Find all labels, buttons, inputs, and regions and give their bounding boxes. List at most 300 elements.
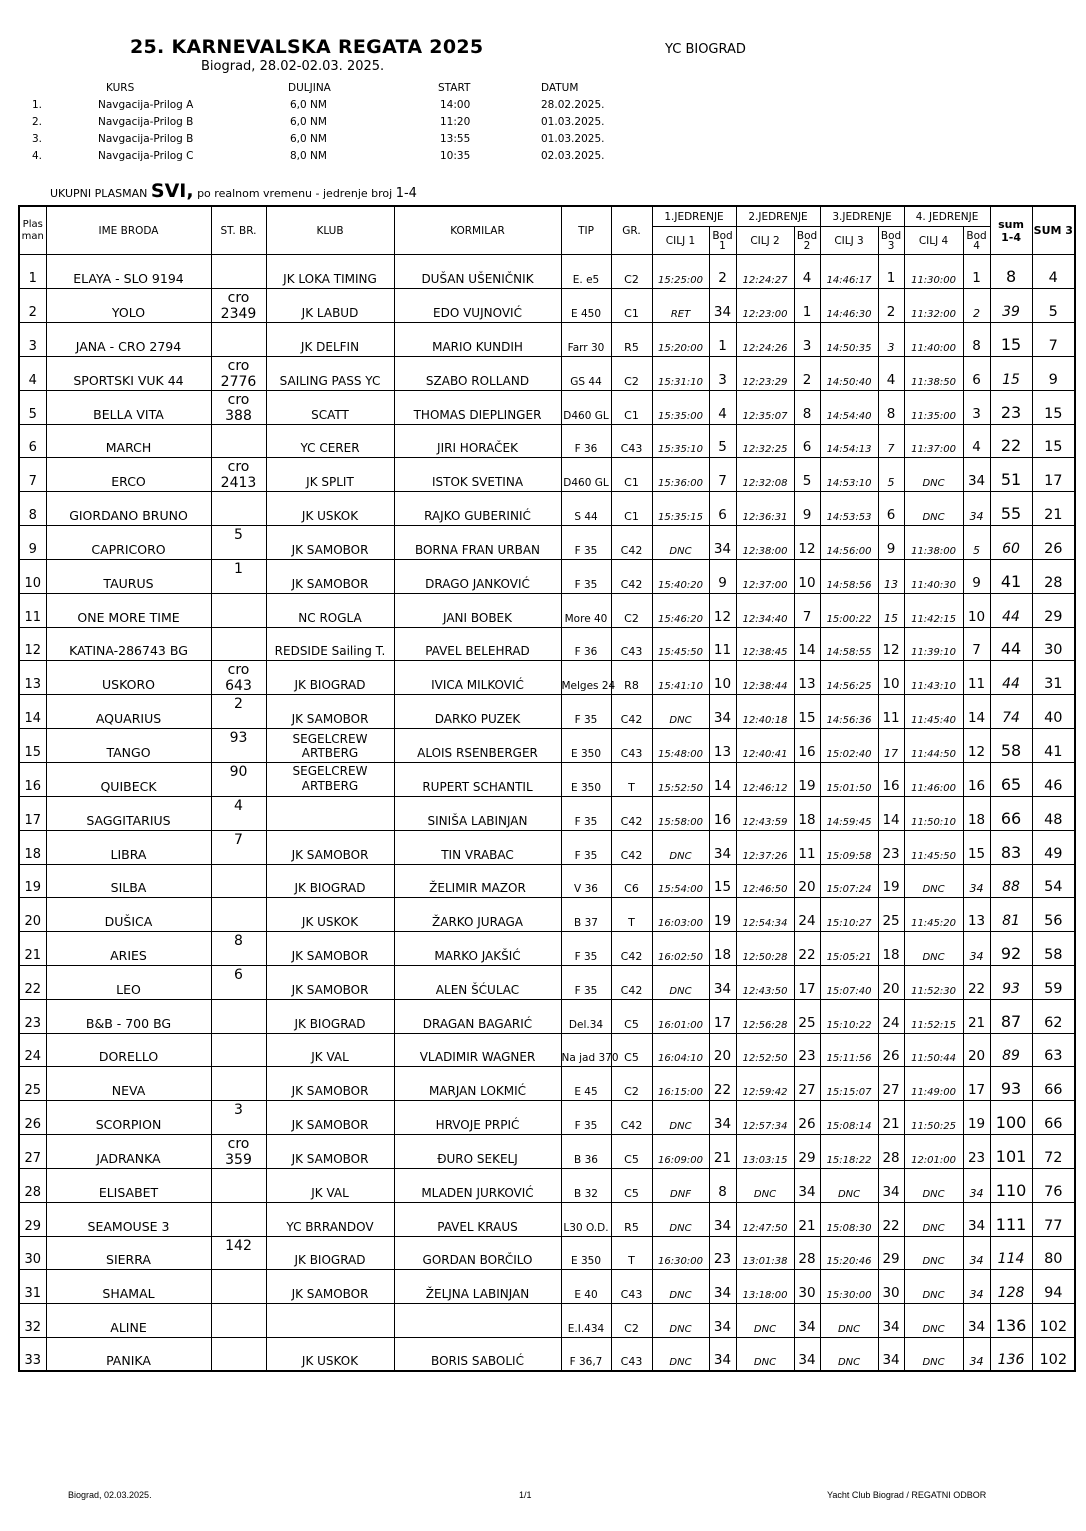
sum-net-cell: 15 <box>1032 390 1075 424</box>
finish-time-3-cell: 15:10:22 <box>820 999 878 1033</box>
group-cell: R5 <box>611 1202 652 1236</box>
sum-all-cell: 44 <box>990 661 1032 695</box>
standings-caption-group: SVI, <box>150 180 194 202</box>
points-1-cell: 4 <box>709 390 736 424</box>
sail-number-cell: 3 <box>211 1101 266 1135</box>
club-cell: YC CERER <box>266 424 394 458</box>
points-4-cell: 34 <box>963 932 990 966</box>
course-date: 02.03.2025. <box>541 150 605 162</box>
rank-cell: 11 <box>19 593 46 627</box>
course-header-start: START <box>438 82 471 94</box>
finish-time-1-cell: 15:52:50 <box>652 762 709 796</box>
finish-time-4-cell: 11:40:00 <box>904 322 963 356</box>
sum-all-cell: 55 <box>990 492 1032 526</box>
footer-organizer: Yacht Club Biograd / REGATNI ODBOR <box>827 1490 987 1500</box>
boat-name-cell: DUŠICA <box>46 898 211 932</box>
points-1-cell: 1 <box>709 322 736 356</box>
table-row <box>19 559 1075 593</box>
helmsman-cell: ALOIS RSENBERGER <box>394 729 561 763</box>
finish-time-4-cell: 12:01:00 <box>904 1134 963 1168</box>
boat-type-cell: B 37 <box>561 898 611 932</box>
finish-time-2-cell: 13:18:00 <box>736 1270 794 1304</box>
sum-all-cell: 87 <box>990 999 1032 1033</box>
boat-type-cell: B 32 <box>561 1168 611 1202</box>
finish-time-2-cell: 12:50:28 <box>736 932 794 966</box>
finish-time-3-cell: 14:54:40 <box>820 390 878 424</box>
points-1-cell: 34 <box>709 695 736 729</box>
finish-time-4-cell: 11:38:50 <box>904 356 963 390</box>
points-1-cell: 8 <box>709 1168 736 1202</box>
rank-cell: 22 <box>19 965 46 999</box>
rank-cell: 5 <box>19 390 46 424</box>
sum-net-cell: 76 <box>1032 1168 1075 1202</box>
club-cell: JK SAMOBOR <box>266 1134 394 1168</box>
sail-number-cell <box>211 898 266 932</box>
points-1-cell: 21 <box>709 1134 736 1168</box>
boat-name-cell: JADRANKA <box>46 1134 211 1168</box>
finish-time-4-cell: DNC <box>904 1168 963 1202</box>
group-cell: C42 <box>611 1101 652 1135</box>
points-3-cell: 34 <box>878 1168 904 1202</box>
course-header-kurs: KURS <box>106 82 135 94</box>
table-row <box>19 390 1075 424</box>
sum-net-cell: 62 <box>1032 999 1075 1033</box>
rank-cell: 16 <box>19 762 46 796</box>
finish-time-2-cell: 12:37:26 <box>736 830 794 864</box>
table-row <box>19 288 1075 322</box>
boat-name-cell: TANGO <box>46 729 211 763</box>
rank-cell: 8 <box>19 492 46 526</box>
boat-type-cell: F 36 <box>561 424 611 458</box>
sum-net-cell: 66 <box>1032 1101 1075 1135</box>
table-row <box>19 898 1075 932</box>
helmsman-cell: BORIS SABOLIĆ <box>394 1337 561 1371</box>
course-name: Navgacija-Prilog A <box>98 99 194 111</box>
points-4-cell: 34 <box>963 492 990 526</box>
course-length: 8,0 NM <box>290 150 327 162</box>
finish-time-1-cell: RET <box>652 288 709 322</box>
boat-type-cell: S 44 <box>561 492 611 526</box>
table-row <box>19 661 1075 695</box>
group-cell: C5 <box>611 1033 652 1067</box>
rank-cell: 17 <box>19 796 46 830</box>
sail-number-cell: 90 <box>211 762 266 796</box>
points-4-cell: 34 <box>963 458 990 492</box>
header-cilj-3: CILJ 3 <box>820 227 878 255</box>
finish-time-2-cell: 12:24:26 <box>736 322 794 356</box>
course-date: 01.03.2025. <box>541 133 605 145</box>
sail-number-cell <box>211 424 266 458</box>
sum-net-cell: 49 <box>1032 830 1075 864</box>
sail-number-cell <box>211 1168 266 1202</box>
boat-type-cell: Na jad 370 <box>561 1033 611 1067</box>
boat-type-cell: E 350 <box>561 1236 611 1270</box>
finish-time-3-cell: 15:07:24 <box>820 864 878 898</box>
points-2-cell: 24 <box>794 898 820 932</box>
helmsman-cell: MARIO KUNDIH <box>394 322 561 356</box>
finish-time-2-cell: 12:24:27 <box>736 255 794 289</box>
finish-time-4-cell: 11:44:50 <box>904 729 963 763</box>
course-start: 11:20 <box>440 116 471 128</box>
points-2-cell: 34 <box>794 1304 820 1338</box>
table-row <box>19 492 1075 526</box>
header-st-br: ST. BR. <box>211 206 266 255</box>
finish-time-4-cell: DNC <box>904 1202 963 1236</box>
sum-net-cell: 72 <box>1032 1134 1075 1168</box>
helmsman-cell: PAVEL BELEHRAD <box>394 627 561 661</box>
group-cell: C1 <box>611 458 652 492</box>
points-4-cell: 15 <box>963 830 990 864</box>
points-2-cell: 5 <box>794 458 820 492</box>
table-row <box>19 1134 1075 1168</box>
finish-time-2-cell: 13:01:38 <box>736 1236 794 1270</box>
rank-cell: 21 <box>19 932 46 966</box>
finish-time-2-cell: 12:46:12 <box>736 762 794 796</box>
sail-number-cell <box>211 1033 266 1067</box>
table-row <box>19 796 1075 830</box>
club-cell: JK SAMOBOR <box>266 830 394 864</box>
club-cell: JK VAL <box>266 1168 394 1202</box>
course-name: Navgacija-Prilog C <box>98 150 194 162</box>
finish-time-4-cell: 11:42:15 <box>904 593 963 627</box>
sum-all-cell: 128 <box>990 1270 1032 1304</box>
group-cell: C2 <box>611 593 652 627</box>
finish-time-4-cell: DNC <box>904 932 963 966</box>
points-1-cell: 5 <box>709 424 736 458</box>
sum-net-cell: 4 <box>1032 255 1075 289</box>
sum-net-cell: 58 <box>1032 932 1075 966</box>
standings-caption <box>50 180 417 202</box>
footer-page-number: 1/1 <box>519 1490 532 1500</box>
header-kormilar: KORMILAR <box>394 206 561 255</box>
points-4-cell: 34 <box>963 1236 990 1270</box>
sum-all-cell: 92 <box>990 932 1032 966</box>
sail-number-cell: 1 <box>211 559 266 593</box>
boat-type-cell: F 36,7 <box>561 1337 611 1371</box>
table-row <box>19 255 1075 289</box>
points-1-cell: 14 <box>709 762 736 796</box>
course-number: 3. <box>32 133 43 145</box>
sum-all-cell: 74 <box>990 695 1032 729</box>
helmsman-cell: DRAGO JANKOVIĆ <box>394 559 561 593</box>
points-3-cell: 27 <box>878 1067 904 1101</box>
finish-time-2-cell: 12:38:45 <box>736 627 794 661</box>
points-2-cell: 10 <box>794 559 820 593</box>
boat-name-cell: LIBRA <box>46 830 211 864</box>
boat-type-cell: E 350 <box>561 762 611 796</box>
course-start: 14:00 <box>440 99 471 111</box>
rank-cell: 20 <box>19 898 46 932</box>
footer-date: Biograd, 02.03.2025. <box>68 1490 152 1500</box>
table-row <box>19 965 1075 999</box>
rank-cell: 19 <box>19 864 46 898</box>
boat-type-cell: Del.34 <box>561 999 611 1033</box>
finish-time-1-cell: 15:35:10 <box>652 424 709 458</box>
sum-all-cell: 15 <box>990 322 1032 356</box>
boat-type-cell: F 35 <box>561 1101 611 1135</box>
rank-cell: 31 <box>19 1270 46 1304</box>
finish-time-4-cell: 11:52:30 <box>904 965 963 999</box>
finish-time-1-cell: 15:25:00 <box>652 255 709 289</box>
finish-time-1-cell: 16:04:10 <box>652 1033 709 1067</box>
finish-time-1-cell: 15:48:00 <box>652 729 709 763</box>
points-1-cell: 10 <box>709 661 736 695</box>
rank-cell: 23 <box>19 999 46 1033</box>
sail-number-cell: 142 <box>211 1236 266 1270</box>
helmsman-cell: JANI BOBEK <box>394 593 561 627</box>
course-length: 6,0 NM <box>290 99 327 111</box>
course-header-duljina: DULJINA <box>288 82 331 94</box>
boat-type-cell: F 35 <box>561 932 611 966</box>
boat-type-cell: F 35 <box>561 830 611 864</box>
points-2-cell: 8 <box>794 390 820 424</box>
results-table <box>18 205 1076 1372</box>
finish-time-4-cell: 11:35:00 <box>904 390 963 424</box>
group-cell: C42 <box>611 830 652 864</box>
standings-caption-middle: po realnom vremenu - jedrenje broj <box>197 187 393 200</box>
rank-cell: 6 <box>19 424 46 458</box>
finish-time-1-cell: 15:58:00 <box>652 796 709 830</box>
sum-all-cell: 93 <box>990 965 1032 999</box>
helmsman-cell: BORNA FRAN URBAN <box>394 526 561 560</box>
finish-time-3-cell: 14:58:55 <box>820 627 878 661</box>
rank-cell: 18 <box>19 830 46 864</box>
club-cell: SCATT <box>266 390 394 424</box>
finish-time-2-cell: 12:23:29 <box>736 356 794 390</box>
points-4-cell: 34 <box>963 1270 990 1304</box>
points-2-cell: 4 <box>794 255 820 289</box>
finish-time-1-cell: 16:15:00 <box>652 1067 709 1101</box>
points-1-cell: 6 <box>709 492 736 526</box>
points-2-cell: 29 <box>794 1134 820 1168</box>
points-4-cell: 34 <box>963 864 990 898</box>
points-1-cell: 34 <box>709 965 736 999</box>
points-1-cell: 13 <box>709 729 736 763</box>
points-1-cell: 17 <box>709 999 736 1033</box>
boat-name-cell: PANIKA <box>46 1337 211 1371</box>
table-row <box>19 424 1075 458</box>
finish-time-4-cell: 11:49:00 <box>904 1067 963 1101</box>
points-4-cell: 23 <box>963 1134 990 1168</box>
points-4-cell: 21 <box>963 999 990 1033</box>
helmsman-cell <box>394 1304 561 1338</box>
points-1-cell: 16 <box>709 796 736 830</box>
header-bod-2: Bod 2 <box>794 227 820 255</box>
group-cell: C43 <box>611 627 652 661</box>
finish-time-1-cell: DNC <box>652 830 709 864</box>
table-row <box>19 526 1075 560</box>
finish-time-1-cell: DNC <box>652 526 709 560</box>
finish-time-3-cell: 14:50:40 <box>820 356 878 390</box>
finish-time-2-cell: 12:52:50 <box>736 1033 794 1067</box>
sail-number-cell: cro 2349 <box>211 288 266 322</box>
points-4-cell: 1 <box>963 255 990 289</box>
sail-number-cell: cro 643 <box>211 661 266 695</box>
boat-name-cell: ELAYA - SLO 9194 <box>46 255 211 289</box>
boat-type-cell: E. e5 <box>561 255 611 289</box>
points-2-cell: 34 <box>794 1168 820 1202</box>
finish-time-4-cell: 11:30:00 <box>904 255 963 289</box>
sail-number-cell: 93 <box>211 729 266 763</box>
points-2-cell: 21 <box>794 1202 820 1236</box>
finish-time-2-cell: 12:46:50 <box>736 864 794 898</box>
finish-time-4-cell: 11:50:25 <box>904 1101 963 1135</box>
table-row <box>19 1033 1075 1067</box>
sum-all-cell: 51 <box>990 458 1032 492</box>
finish-time-3-cell: DNC <box>820 1304 878 1338</box>
boat-type-cell: More 40 <box>561 593 611 627</box>
finish-time-2-cell: DNC <box>736 1168 794 1202</box>
club-cell <box>266 1304 394 1338</box>
finish-time-3-cell: 14:56:25 <box>820 661 878 695</box>
boat-type-cell: E 450 <box>561 288 611 322</box>
finish-time-3-cell: DNC <box>820 1168 878 1202</box>
points-3-cell: 1 <box>878 255 904 289</box>
finish-time-3-cell: 15:30:00 <box>820 1270 878 1304</box>
sum-all-cell: 44 <box>990 627 1032 661</box>
standings-caption-prefix: UKUPNI PLASMAN <box>50 187 148 200</box>
finish-time-1-cell: 15:31:10 <box>652 356 709 390</box>
boat-name-cell: ONE MORE TIME <box>46 593 211 627</box>
finish-time-4-cell: 11:43:10 <box>904 661 963 695</box>
sum-all-cell: 83 <box>990 830 1032 864</box>
sum-all-cell: 66 <box>990 796 1032 830</box>
sum-all-cell: 65 <box>990 762 1032 796</box>
header-cilj-2: CILJ 2 <box>736 227 794 255</box>
header-bod-3: Bod 3 <box>878 227 904 255</box>
points-1-cell: 18 <box>709 932 736 966</box>
boat-type-cell: F 36 <box>561 627 611 661</box>
rank-cell: 1 <box>19 255 46 289</box>
header-sum-1-4: sum 1-4 <box>990 206 1032 255</box>
finish-time-1-cell: 15:45:50 <box>652 627 709 661</box>
course-start: 13:55 <box>440 133 471 145</box>
sum-net-cell: 48 <box>1032 796 1075 830</box>
group-cell: C5 <box>611 1134 652 1168</box>
sail-number-cell <box>211 593 266 627</box>
points-3-cell: 28 <box>878 1134 904 1168</box>
points-3-cell: 30 <box>878 1270 904 1304</box>
sum-net-cell: 9 <box>1032 356 1075 390</box>
organizer-club: YC BIOGRAD <box>665 42 746 57</box>
points-1-cell: 9 <box>709 559 736 593</box>
finish-time-4-cell: 11:38:00 <box>904 526 963 560</box>
points-1-cell: 34 <box>709 288 736 322</box>
points-2-cell: 20 <box>794 864 820 898</box>
boat-name-cell: SAGGITARIUS <box>46 796 211 830</box>
points-4-cell: 9 <box>963 559 990 593</box>
finish-time-2-cell: 12:43:50 <box>736 965 794 999</box>
sail-number-cell <box>211 1337 266 1371</box>
points-2-cell: 3 <box>794 322 820 356</box>
finish-time-3-cell: 14:50:35 <box>820 322 878 356</box>
boat-name-cell: ALINE <box>46 1304 211 1338</box>
points-3-cell: 7 <box>878 424 904 458</box>
helmsman-cell: MARKO JAKŠIĆ <box>394 932 561 966</box>
sail-number-cell: cro 2776 <box>211 356 266 390</box>
points-2-cell: 2 <box>794 356 820 390</box>
points-4-cell: 22 <box>963 965 990 999</box>
header-plasman: Plas man <box>19 206 46 255</box>
points-4-cell: 5 <box>963 526 990 560</box>
sum-net-cell: 17 <box>1032 458 1075 492</box>
points-4-cell: 4 <box>963 424 990 458</box>
boat-name-cell: ELISABET <box>46 1168 211 1202</box>
group-cell: C43 <box>611 1337 652 1371</box>
finish-time-2-cell: 12:40:18 <box>736 695 794 729</box>
club-cell: JK SAMOBOR <box>266 559 394 593</box>
points-4-cell: 34 <box>963 1202 990 1236</box>
finish-time-3-cell: 14:59:45 <box>820 796 878 830</box>
points-2-cell: 27 <box>794 1067 820 1101</box>
sail-number-cell: 2 <box>211 695 266 729</box>
club-cell: NC ROGLA <box>266 593 394 627</box>
points-4-cell: 11 <box>963 661 990 695</box>
course-date: 28.02.2025. <box>541 99 605 111</box>
group-cell: C2 <box>611 356 652 390</box>
group-cell: C2 <box>611 1304 652 1338</box>
sum-all-cell: 101 <box>990 1134 1032 1168</box>
finish-time-3-cell: 14:58:56 <box>820 559 878 593</box>
table-row <box>19 1202 1075 1236</box>
boat-name-cell: CAPRICORO <box>46 526 211 560</box>
points-4-cell: 17 <box>963 1067 990 1101</box>
club-cell: JK SAMOBOR <box>266 526 394 560</box>
finish-time-3-cell: 15:08:14 <box>820 1101 878 1135</box>
table-row <box>19 1337 1075 1371</box>
finish-time-1-cell: 15:36:00 <box>652 458 709 492</box>
boat-name-cell: LEO <box>46 965 211 999</box>
finish-time-3-cell: 15:15:07 <box>820 1067 878 1101</box>
table-row <box>19 999 1075 1033</box>
points-3-cell: 29 <box>878 1236 904 1270</box>
points-3-cell: 25 <box>878 898 904 932</box>
boat-name-cell: JANA - CRO 2794 <box>46 322 211 356</box>
rank-cell: 28 <box>19 1168 46 1202</box>
rank-cell: 15 <box>19 729 46 763</box>
boat-name-cell: ERCO <box>46 458 211 492</box>
group-cell: T <box>611 762 652 796</box>
boat-name-cell: DORELLO <box>46 1033 211 1067</box>
club-cell: JK BIOGRAD <box>266 1236 394 1270</box>
points-3-cell: 21 <box>878 1101 904 1135</box>
header-race-1: 1.JEDRENJE <box>652 206 736 227</box>
finish-time-1-cell: 16:03:00 <box>652 898 709 932</box>
finish-time-2-cell: 12:34:40 <box>736 593 794 627</box>
helmsman-cell: MARJAN LOKMIĆ <box>394 1067 561 1101</box>
group-cell: C1 <box>611 390 652 424</box>
rank-cell: 14 <box>19 695 46 729</box>
course-number: 4. <box>32 150 43 162</box>
rank-cell: 12 <box>19 627 46 661</box>
rank-cell: 9 <box>19 526 46 560</box>
page-title: 25. KARNEVALSKA REGATA 2025 <box>130 36 484 58</box>
sum-net-cell: 54 <box>1032 864 1075 898</box>
finish-time-1-cell: DNC <box>652 1101 709 1135</box>
sum-net-cell: 59 <box>1032 965 1075 999</box>
points-2-cell: 22 <box>794 932 820 966</box>
points-2-cell: 15 <box>794 695 820 729</box>
course-name: Navgacija-Prilog B <box>98 133 194 145</box>
points-3-cell: 14 <box>878 796 904 830</box>
points-4-cell: 10 <box>963 593 990 627</box>
sum-net-cell: 40 <box>1032 695 1075 729</box>
finish-time-2-cell: 12:57:34 <box>736 1101 794 1135</box>
sail-number-cell: cro 359 <box>211 1134 266 1168</box>
club-cell: JK SAMOBOR <box>266 1101 394 1135</box>
helmsman-cell: DARKO PUZEK <box>394 695 561 729</box>
sum-all-cell: 114 <box>990 1236 1032 1270</box>
